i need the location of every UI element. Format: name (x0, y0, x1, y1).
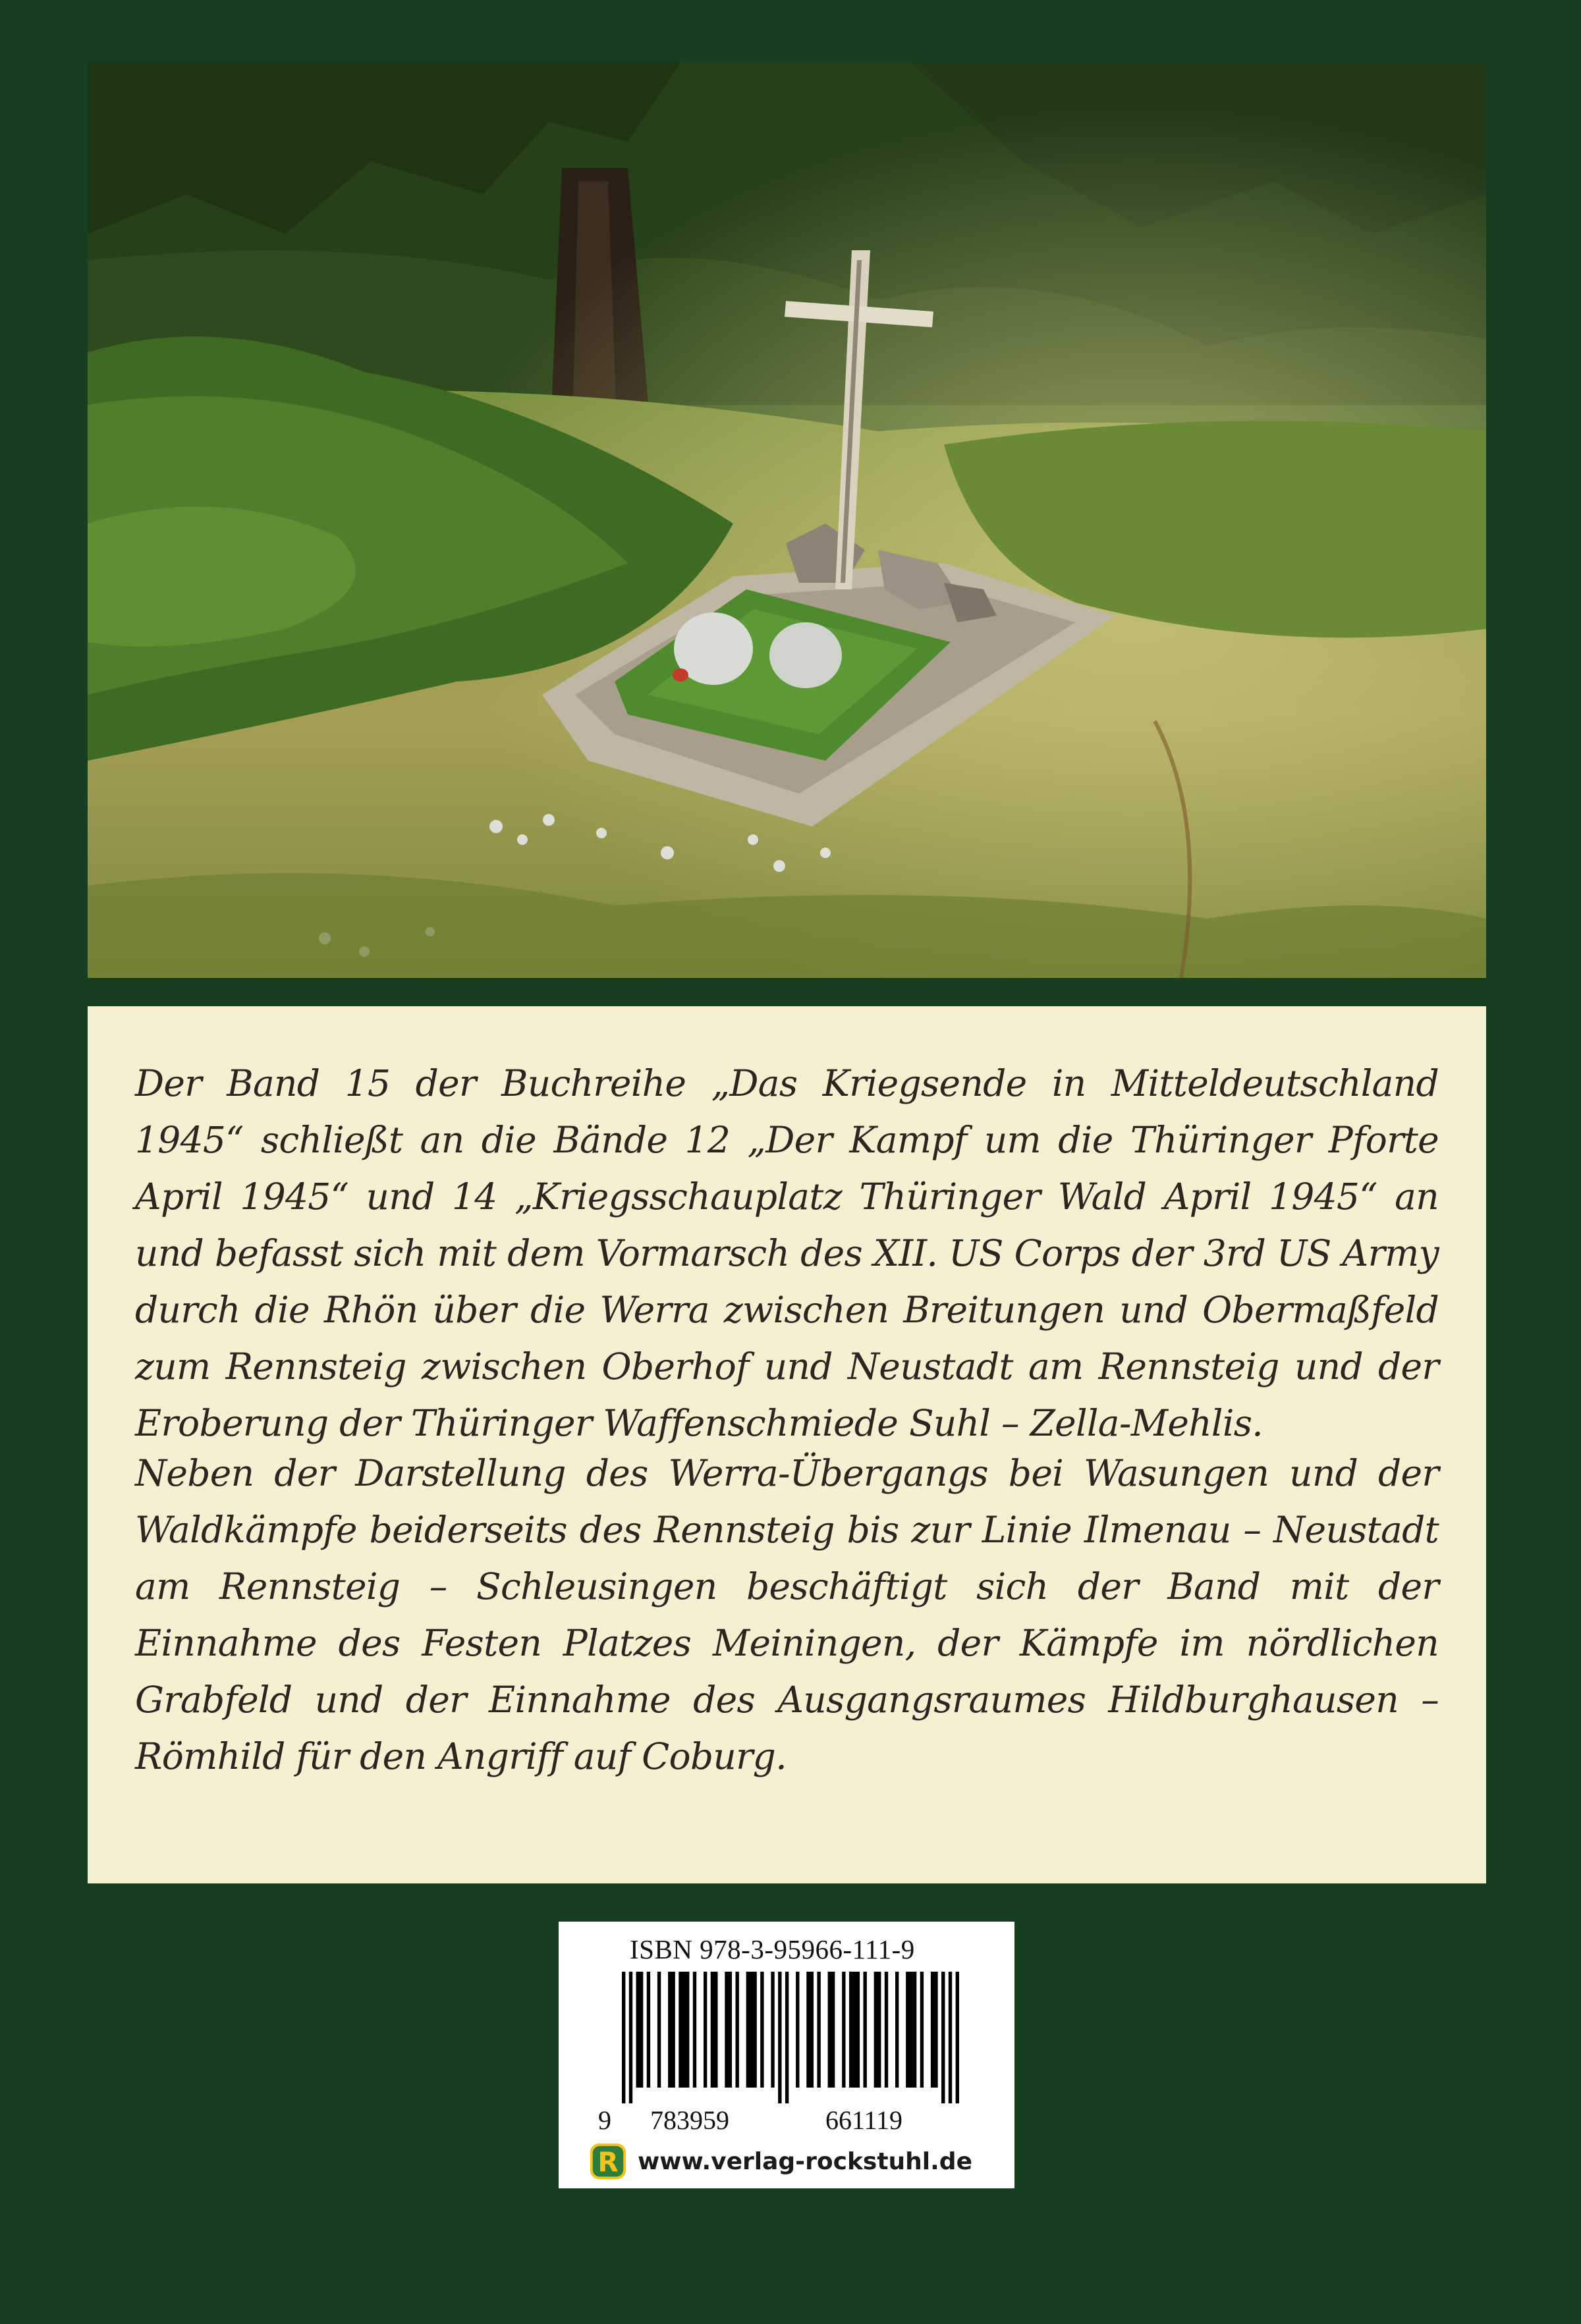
description-paragraph-2: Neben der Darstellung des Werra-Übergangs bei Wasungen und der Waldkämpfe beiderseits des Rennsteig bis zur Linie Ilmenau – Neustadt am Rennsteig – Schleusingen beschäftigt sich der Band mit der Einnahme des Festen Platzes Meiningen, der Kämpfe im nördlichen Grabfeld und der Einnahme des Ausgangsraumes Hildburghausen – Römhild für den Angriff auf Coburg. (135, 1452, 1439, 1777)
publisher-footer (589, 2142, 972, 2181)
barcode-digits (598, 2105, 980, 2138)
description-panel (88, 1006, 1486, 1883)
barcode-digits-left: 783959 (650, 2105, 729, 2135)
description-paragraph-1: Der Band 15 der Buchreihe „Das Kriegsende in Mitteldeutschland 1945“ schließt an die Bände 12 „Der Kampf um die Thüringer Pforte April 1945“ und 14 „Kriegsschauplatz Thüringer Wald April 1945“ an und befasst sich mit dem Vormarsch des XII. US Corps der 3rd US Army durch die Rhön über die Werra zwischen Breitungen und Obermaßfeld zum Rennsteig zwischen Oberhof und Neustadt am Rennsteig und der Eroberung der Thüringer Waffenschmiede Suhl – Zella-Mehlis. (135, 1062, 1439, 1444)
barcode-digits-right: 661119 (825, 2105, 903, 2135)
isbn-label: ISBN 978-3-95966-111-9 (630, 1934, 915, 1964)
logo-letter: R (597, 2146, 619, 2178)
publisher-url[interactable]: www.verlag-rockstuhl.de (638, 2148, 972, 2175)
cover-photo-grave-cross (88, 63, 1486, 978)
barcode-icon (622, 1972, 959, 2103)
isbn-barcode-box (559, 1922, 1014, 2188)
barcode-digit-first: 9 (598, 2105, 611, 2135)
forest-grave-photo (88, 63, 1486, 978)
rockstuhl-logo-icon (589, 2142, 627, 2180)
